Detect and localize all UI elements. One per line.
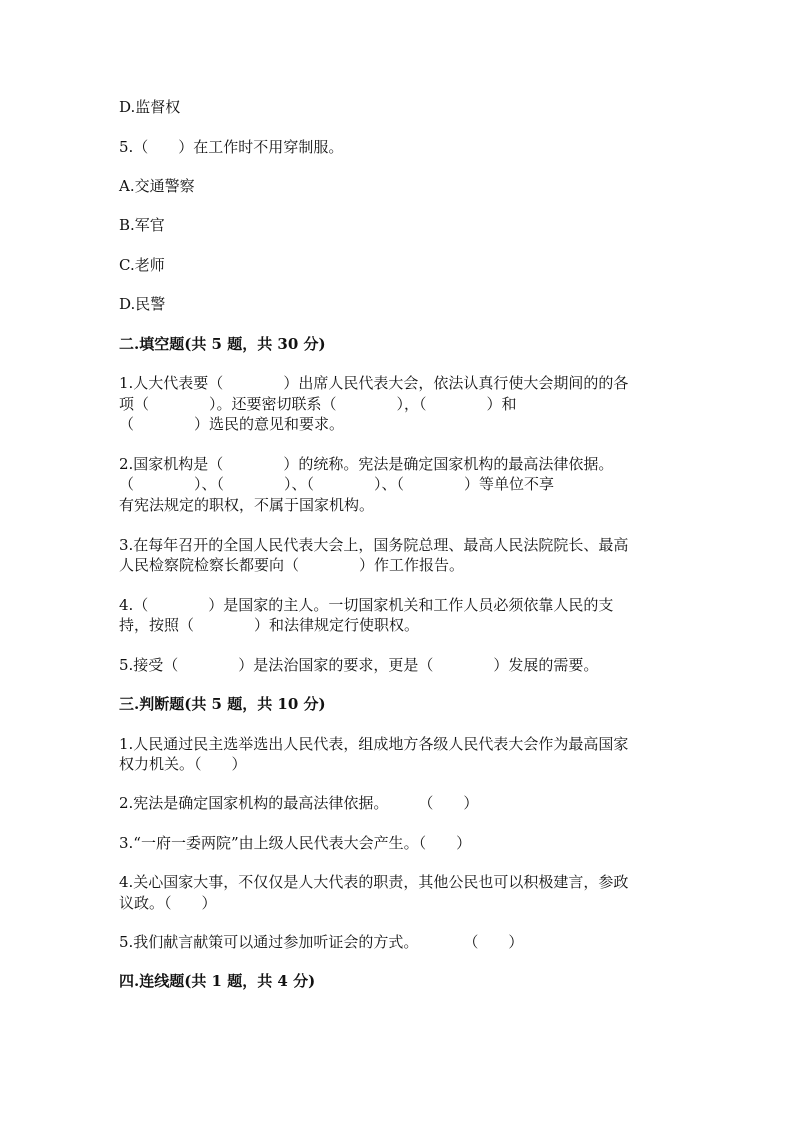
q4-option-d: D.监督权 bbox=[119, 98, 181, 116]
q5-option-d: D.民警 bbox=[119, 295, 166, 313]
q5-option-a: A.交通警察 bbox=[119, 177, 195, 195]
fill-q4-line1: 4.（ ）是国家的主人。一切国家机关和工作人员必须依靠人民的支 bbox=[119, 596, 614, 614]
judge-q4-line2: 议政。（ ） bbox=[119, 894, 217, 912]
q5-stem: 5.（ ）在工作时不用穿制服。 bbox=[119, 138, 344, 156]
judge-q5-line1: 5.我们献言献策可以通过参加听证会的方式。 （ ） bbox=[119, 933, 524, 951]
judge-q1-line2: 权力机关。（ ） bbox=[119, 755, 247, 773]
q5-option-c: C.老师 bbox=[119, 256, 165, 274]
section3-heading: 三.判断题(共 5 题，共 10 分) bbox=[119, 695, 326, 713]
fill-q1-line2: 项（ ）。还要密切联系（ ），（ ）和 bbox=[119, 395, 517, 413]
fill-q1-line3: （ ）选民的意见和要求。 bbox=[119, 415, 345, 433]
fill-q3-line1: 3.在每年召开的全国人民代表大会上，国务院总理、最高人民法院院长、最高 bbox=[119, 536, 629, 554]
fill-q5-line1: 5.接受（ ）是法治国家的要求，更是（ ）发展的需要。 bbox=[119, 656, 599, 674]
judge-q2-line1: 2.宪法是确定国家机构的最高法律依据。 （ ） bbox=[119, 794, 479, 812]
judge-q3-line1: 3.“一府一委两院”由上级人民代表大会产生。（ ） bbox=[119, 834, 472, 852]
fill-q3-line2: 人民检察院检察长都要向（ ）作工作报告。 bbox=[119, 556, 465, 574]
section4-heading: 四.连线题(共 1 题，共 4 分) bbox=[119, 972, 316, 990]
section2-heading: 二.填空题(共 5 题，共 30 分) bbox=[119, 335, 326, 353]
judge-q1-line1: 1.人民通过民主选举选出人民代表，组成地方各级人民代表大会作为最高国家 bbox=[119, 735, 629, 753]
fill-q2-line1: 2.国家机构是（ ）的统称。宪法是确定国家机构的最高法律依据。 bbox=[119, 455, 614, 473]
fill-q1-line1: 1.人大代表要（ ）出席人民代表大会，依法认真行使大会期间的的各 bbox=[119, 374, 629, 392]
q5-option-b: B.军官 bbox=[119, 216, 165, 234]
fill-q2-line3: 有宪法规定的职权，不属于国家机构。 bbox=[119, 496, 375, 514]
fill-q4-line2: 持，按照（ ）和法律规定行使职权。 bbox=[119, 616, 420, 634]
fill-q2-line2: （ ）、（ ）、（ ）、（ ）等单位不享 bbox=[119, 475, 555, 493]
judge-q4-line1: 4.关心国家大事，不仅仅是人大代表的职责，其他公民也可以积极建言，参政 bbox=[119, 873, 629, 891]
